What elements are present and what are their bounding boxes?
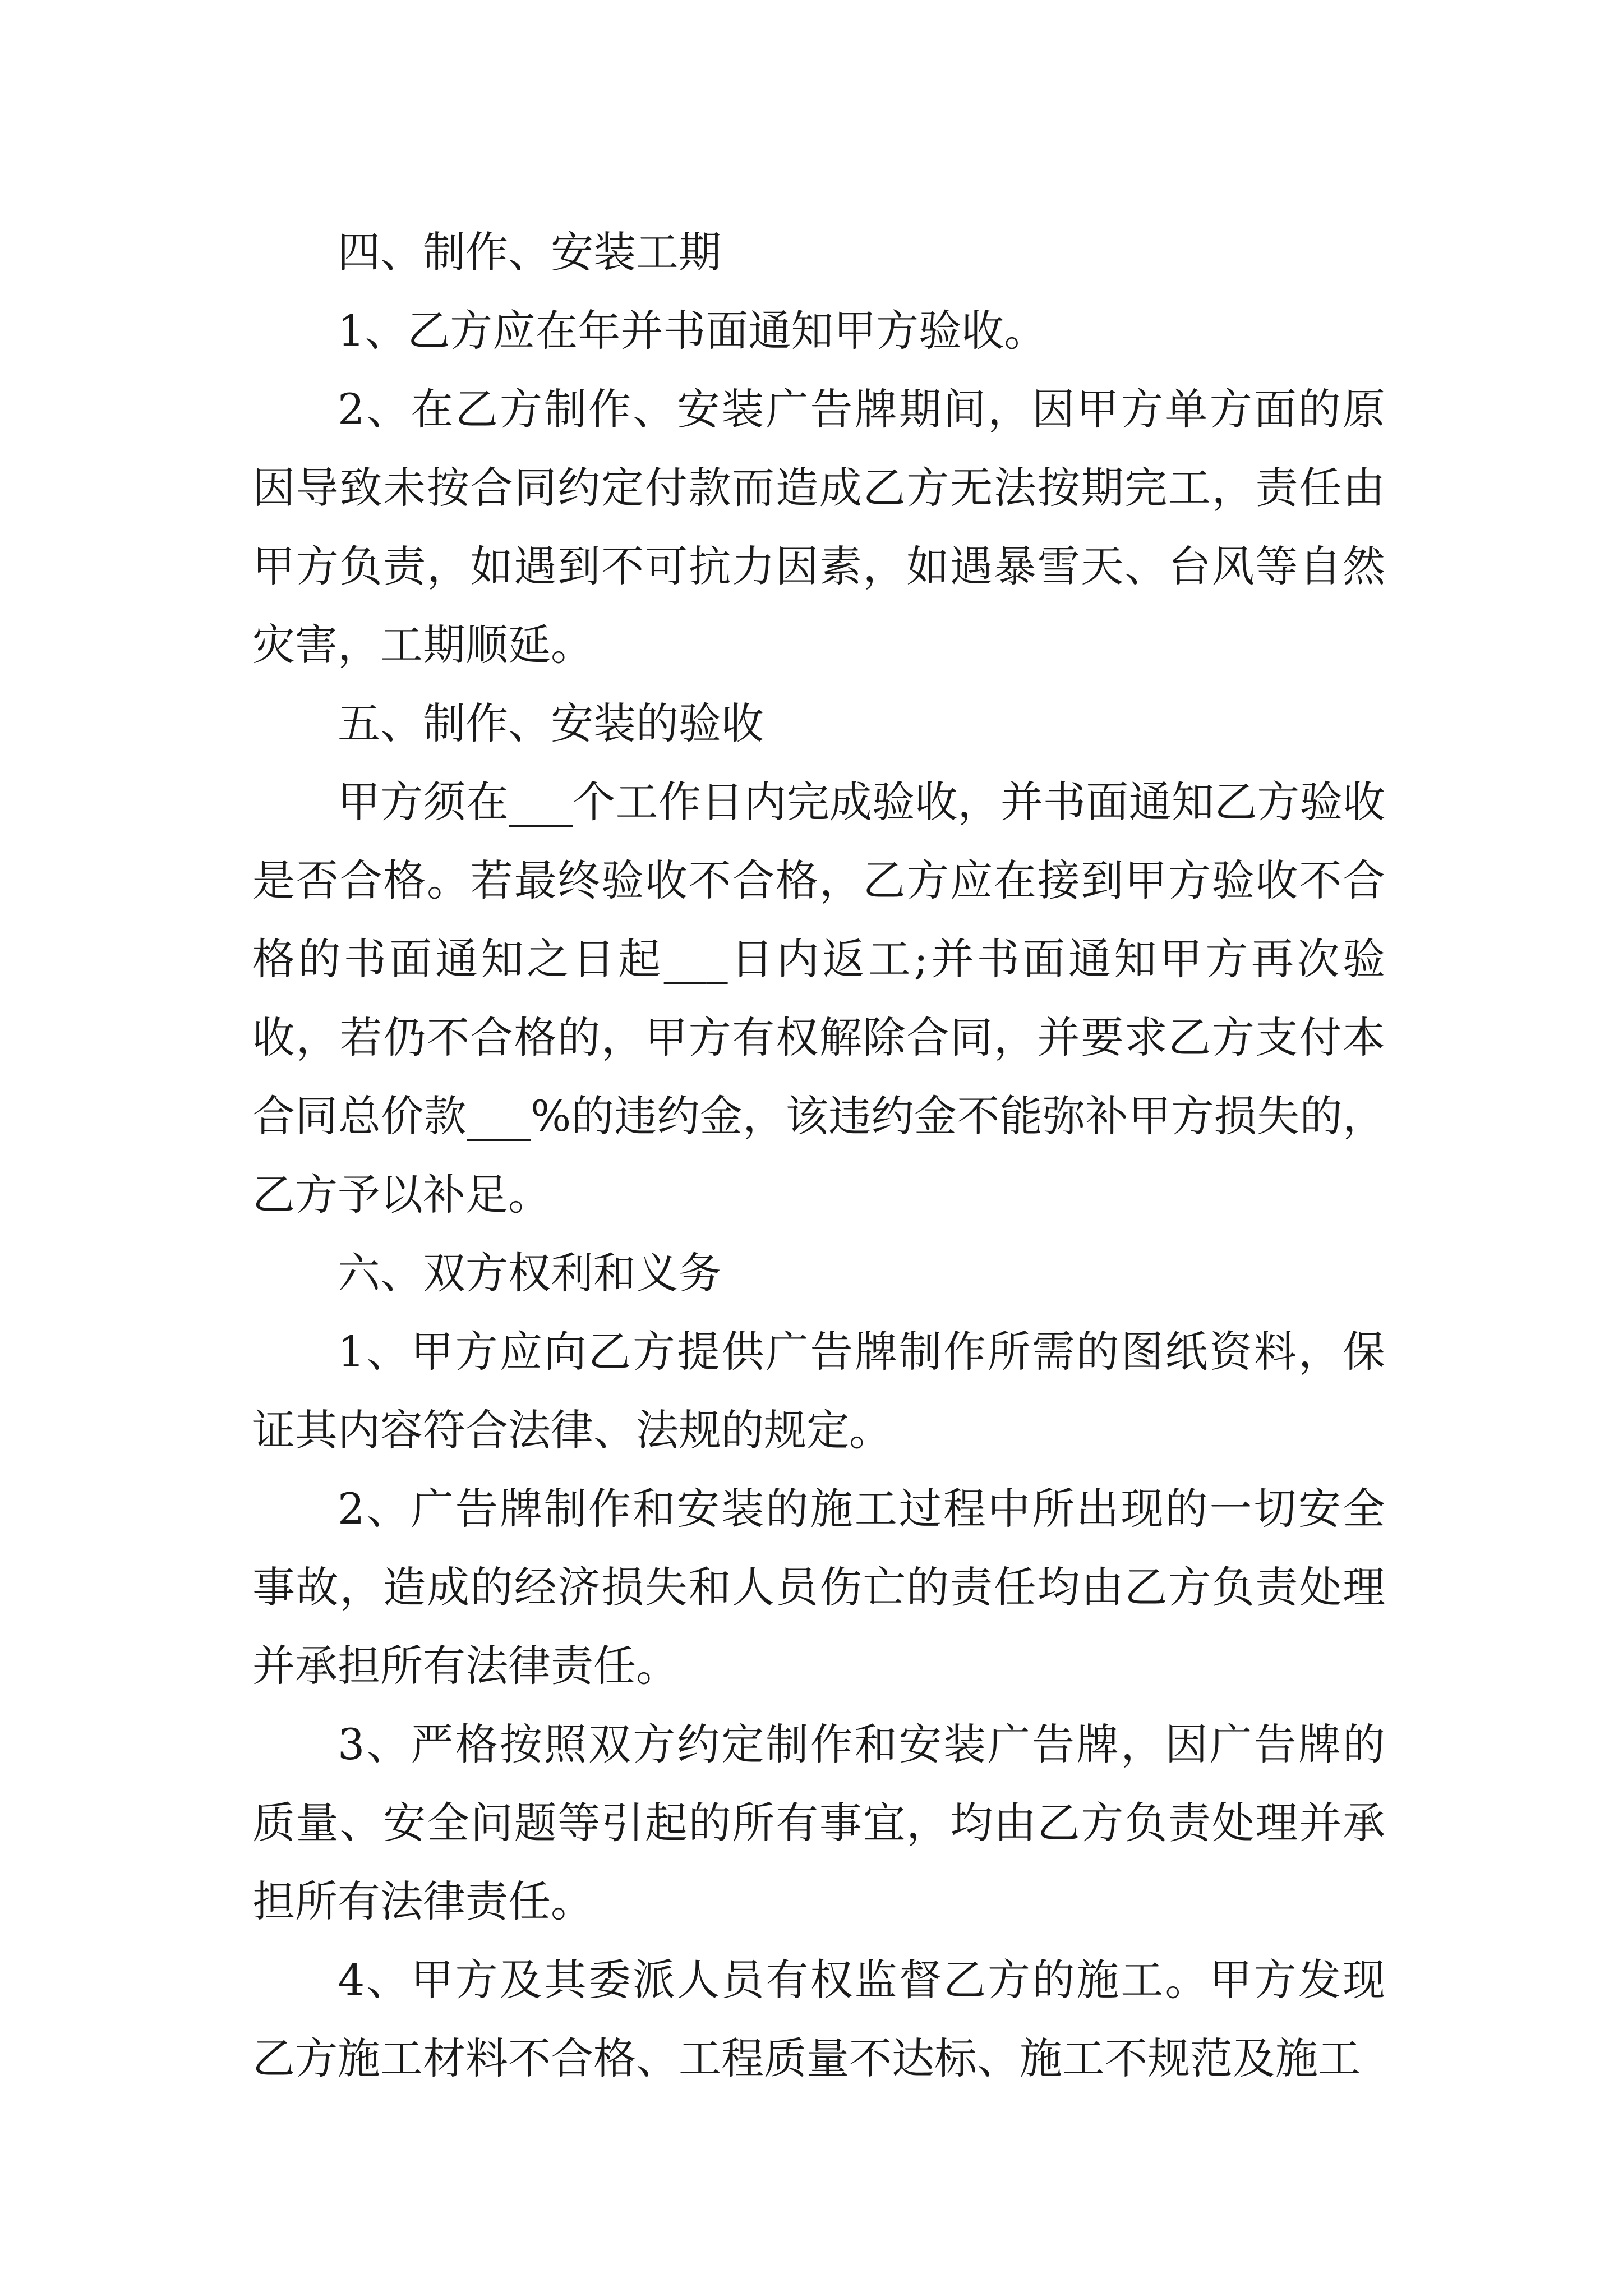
paragraph-4-1: 1、乙方应在年并书面通知甲方验收。 [338, 306, 1047, 356]
section-heading-5: 五、制作、安装的验收 [338, 698, 764, 748]
paragraph-5-1: 甲方须在___个工作日内完成验收，并书面通知乙方验收是否合格。若最终验收不合格，乙方应在接到甲方验收不合格的书面通知之日起___日内返工;并书面通知甲方再次验收，若仍不合格的，甲方有权解除合同，并要求乙方支付本合同总价款___%的违约金，该违约金不能弥补甲方损失的，乙方予以补足。 [252, 777, 1385, 1220]
section-heading-4: 四、制作、安装工期 [338, 227, 721, 277]
paragraph-6-3: 3、严格按照双方约定制作和安装广告牌，因广告牌的质量、安全问题等引起的所有事宜，均由乙方负责处理并承担所有法律责任。 [252, 1719, 1385, 1926]
paragraph-6-4: 4、甲方及其委派人员有权监督乙方的施工。甲方发现乙方施工材料不合格、工程质量不达标、施工不规范及施工 [252, 1955, 1385, 2083]
section-heading-6: 六、双方权利和义务 [338, 1248, 721, 1298]
paragraph-6-2: 2、广告牌制作和安装的施工过程中所出现的一切安全事故，造成的经济损失和人员伤亡的责任均由乙方负责处理并承担所有法律责任。 [252, 1484, 1385, 1691]
paragraph-4-2: 2、在乙方制作、安装广告牌期间，因甲方单方面的原因导致未按合同约定付款而造成乙方无法按期完工，责任由甲方负责，如遇到不可抗力因素，如遇暴雪天、台风等自然灾害，工期顺延。 [252, 384, 1385, 670]
paragraph-6-1: 1、甲方应向乙方提供广告牌制作所需的图纸资料，保证其内容符合法律、法规的规定。 [252, 1327, 1385, 1455]
document-page [252, 213, 1385, 2098]
